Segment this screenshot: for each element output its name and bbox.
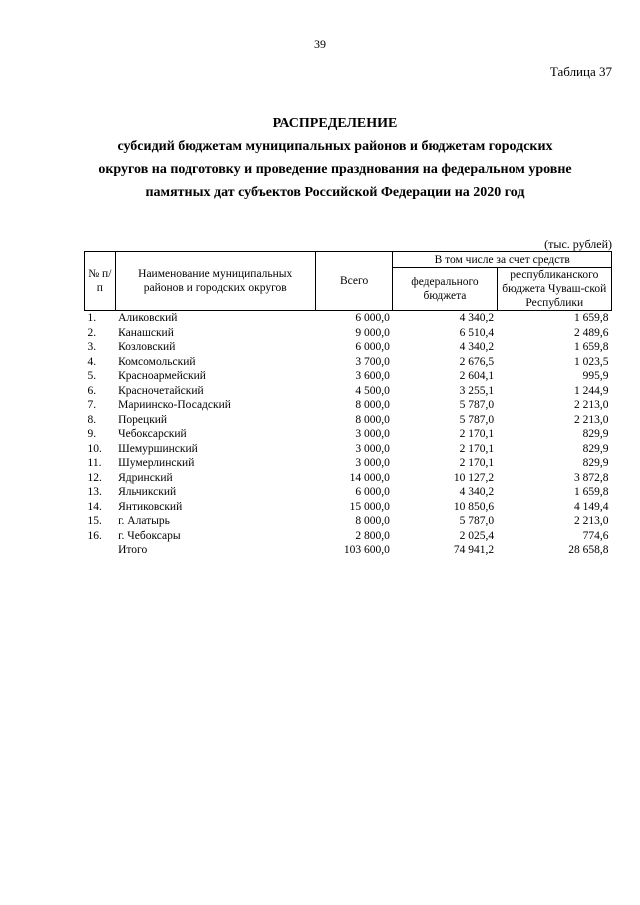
row-total: 3 000,0 — [355, 428, 390, 440]
row-federal: 6 510,4 — [459, 326, 495, 339]
row-federal: 4 340,2 — [459, 341, 495, 353]
header-federal: федерального бюджета — [393, 268, 497, 311]
row-total: 2 800,0 — [355, 529, 390, 542]
row-republic: 995,9 — [582, 370, 609, 382]
row-number: 10. — [87, 442, 102, 455]
row-total: 8 000,0 — [355, 413, 390, 426]
row-number: 7. — [87, 399, 97, 411]
row-federal: 5 787,0 — [459, 399, 495, 411]
row-name: Комсомольский — [118, 355, 196, 368]
total-label: Итого — [118, 544, 148, 556]
table-row — [85, 514, 612, 529]
row-name: г. Чебоксары — [118, 529, 181, 542]
row-name: Красноармейский — [118, 370, 206, 382]
row-name: Козловский — [118, 341, 176, 353]
total-sum: 103 600,0 — [343, 544, 390, 556]
table-row — [85, 529, 612, 544]
row-republic: 2 213,0 — [574, 413, 609, 426]
row-total: 6 000,0 — [355, 312, 390, 324]
table-row — [85, 471, 612, 486]
table-label: Таблица 37 — [549, 64, 612, 79]
total-republic: 28 658,8 — [568, 544, 609, 556]
table-row — [85, 413, 612, 428]
row-republic: 2 489,6 — [574, 326, 609, 339]
row-total: 3 700,0 — [355, 355, 390, 368]
title-line-2: округов на подготовку и проведение празднования на федеральном уровне — [98, 162, 572, 177]
row-federal: 2 170,1 — [459, 428, 495, 440]
row-number: 5. — [87, 370, 97, 382]
row-republic: 2 213,0 — [574, 515, 609, 527]
table-row — [85, 340, 612, 355]
row-number: 12. — [87, 471, 102, 484]
row-name: Аликовский — [118, 312, 178, 324]
row-name: Яльчикский — [118, 486, 177, 498]
row-name: Чебоксарский — [118, 428, 187, 440]
row-name: Канашский — [118, 326, 174, 339]
row-federal: 2 170,1 — [459, 457, 495, 469]
table-row — [85, 398, 612, 413]
table-row — [85, 369, 612, 384]
row-name: Янтиковский — [118, 500, 183, 513]
table-row — [85, 500, 612, 515]
total-row-blank — [85, 543, 116, 558]
row-federal: 10 850,6 — [453, 500, 495, 513]
table-row — [85, 326, 612, 341]
table-body — [85, 311, 612, 558]
row-number: 9. — [87, 428, 97, 440]
row-federal: 2 676,5 — [459, 355, 495, 368]
row-republic: 2 213,0 — [574, 399, 609, 411]
row-name: Шумерлинский — [118, 457, 195, 469]
row-total: 8 000,0 — [355, 399, 390, 411]
row-total: 9 000,0 — [355, 326, 390, 339]
page-number: 39 — [314, 37, 326, 51]
row-number: 6. — [87, 384, 97, 397]
row-total: 3 000,0 — [355, 457, 390, 469]
header-republic: республиканского бюджета Чуваш-ской Республики — [497, 268, 611, 311]
row-name: Красночетайский — [118, 384, 204, 397]
row-number: 11. — [87, 457, 102, 469]
title-line-1: субсидий бюджетам муниципальных районов и бюджетам городских — [117, 139, 553, 154]
row-number: 13. — [87, 486, 102, 498]
row-federal: 2 604,1 — [459, 370, 495, 382]
row-name: Ядринский — [118, 471, 173, 484]
document-title — [70, 112, 600, 204]
row-total: 15 000,0 — [349, 500, 390, 513]
table-row — [85, 355, 612, 370]
row-republic: 1 244,9 — [574, 384, 609, 397]
row-number: 2. — [87, 326, 97, 339]
table-row — [85, 311, 612, 326]
table-row — [85, 485, 612, 500]
row-republic: 4 149,4 — [574, 500, 609, 513]
row-total: 3 000,0 — [355, 442, 390, 455]
row-republic: 829,9 — [582, 442, 609, 455]
title-line-3: памятных дат субъектов Российской Федерации на 2020 год — [145, 185, 525, 200]
header-total: Всего — [315, 252, 393, 311]
row-name: Шемуршинский — [118, 442, 198, 455]
table-row — [85, 442, 612, 457]
row-republic: 1 659,8 — [574, 341, 609, 353]
units-label: (тыс. рублей) — [544, 237, 612, 251]
row-name: Мариинско-Посадский — [118, 399, 231, 411]
row-number: 3. — [87, 341, 97, 353]
row-republic: 774,6 — [582, 529, 609, 542]
row-total: 6 000,0 — [355, 486, 390, 498]
title-heading: РАСПРЕДЕЛЕНИЕ — [272, 116, 398, 131]
row-republic: 829,9 — [582, 428, 609, 440]
row-republic: 1 023,5 — [574, 355, 609, 368]
row-federal: 2 170,1 — [459, 442, 495, 455]
header-num: № п/п — [85, 252, 116, 311]
total-row — [85, 543, 612, 558]
row-total: 3 600,0 — [355, 370, 390, 382]
row-total: 8 000,0 — [355, 515, 390, 527]
row-number: 15. — [87, 515, 102, 527]
row-republic: 829,9 — [582, 457, 609, 469]
row-republic: 3 872,8 — [574, 471, 609, 484]
distribution-table — [84, 251, 612, 558]
row-federal: 5 787,0 — [459, 515, 495, 527]
row-federal: 4 340,2 — [459, 312, 495, 324]
row-number: 1. — [87, 312, 97, 324]
row-name: г. Алатырь — [118, 515, 170, 527]
table-row — [85, 456, 612, 471]
row-name: Порецкий — [118, 413, 168, 426]
table-row — [85, 384, 612, 399]
header-including: В том числе за счет средств — [393, 252, 612, 268]
row-number: 16. — [87, 529, 102, 542]
row-number: 4. — [87, 355, 97, 368]
row-number: 14. — [87, 500, 102, 513]
table-row — [85, 427, 612, 442]
total-federal: 74 941,2 — [453, 544, 495, 556]
row-total: 14 000,0 — [349, 471, 390, 484]
row-federal: 4 340,2 — [459, 486, 495, 498]
row-federal: 3 255,1 — [459, 384, 495, 397]
row-number: 8. — [87, 413, 97, 426]
row-federal: 10 127,2 — [453, 471, 495, 484]
row-republic: 1 659,8 — [574, 312, 609, 324]
row-total: 6 000,0 — [355, 341, 390, 353]
row-total: 4 500,0 — [355, 384, 390, 397]
header-name: Наименование муниципальных районов и городских округов — [115, 252, 315, 311]
row-republic: 1 659,8 — [574, 486, 609, 498]
row-federal: 5 787,0 — [459, 413, 495, 426]
row-federal: 2 025,4 — [459, 529, 495, 542]
